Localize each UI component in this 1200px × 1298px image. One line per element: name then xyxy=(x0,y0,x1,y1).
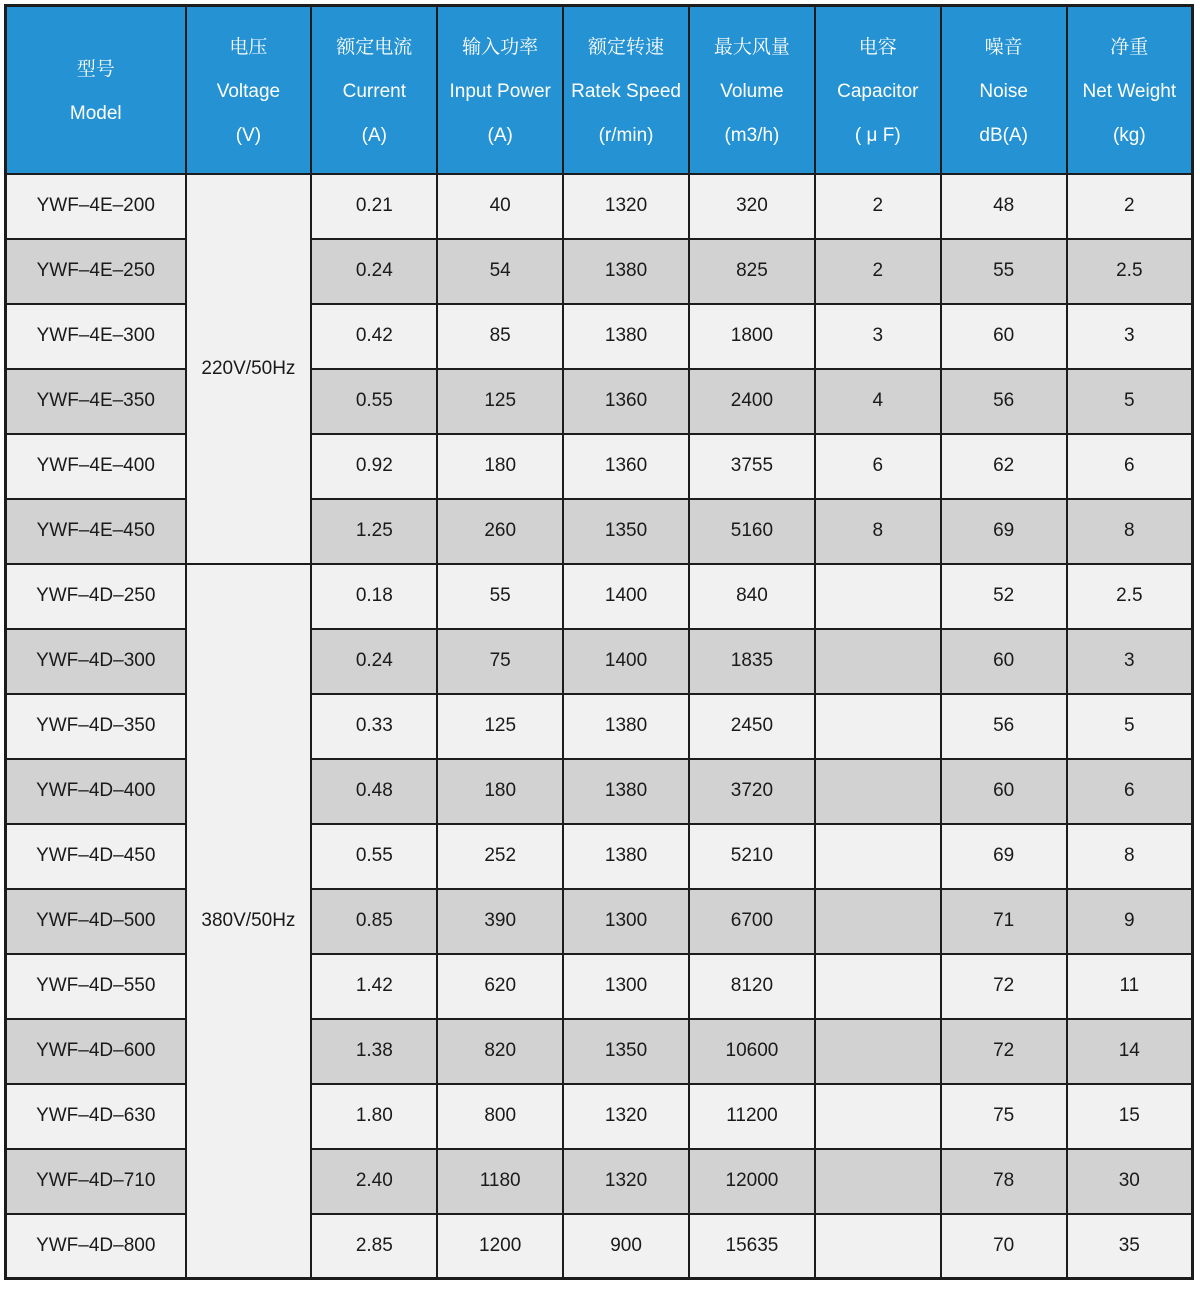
value-cell: 1360 xyxy=(563,434,689,499)
column-header-unit: (kg) xyxy=(1112,125,1146,147)
value-cell: 75 xyxy=(941,1084,1067,1149)
value-cell: 1180 xyxy=(437,1149,563,1214)
value-cell: 1380 xyxy=(563,304,689,369)
value-cell: 2.5 xyxy=(1067,564,1193,629)
table-row xyxy=(6,174,1193,239)
value-cell: 15 xyxy=(1067,1084,1193,1149)
value-cell: 60 xyxy=(941,759,1067,824)
column-header-en: Voltage xyxy=(216,81,281,103)
model-cell: YWF–4E–250 xyxy=(6,239,186,304)
column-header-noise xyxy=(941,6,1067,174)
value-cell xyxy=(815,954,941,1019)
model-cell: YWF–4E–400 xyxy=(6,434,186,499)
column-header-input-power xyxy=(437,6,563,174)
column-header-unit: (V) xyxy=(235,125,262,147)
value-cell: 320 xyxy=(689,174,815,239)
table-row xyxy=(6,564,1193,629)
column-header-en: Input Power xyxy=(449,81,551,103)
value-cell: 6700 xyxy=(689,889,815,954)
spec-table-header xyxy=(6,6,1193,174)
value-cell xyxy=(815,1149,941,1214)
value-cell: 85 xyxy=(437,304,563,369)
value-cell: 1350 xyxy=(563,499,689,564)
column-header-en: Ratek Speed xyxy=(571,81,681,103)
value-cell: 48 xyxy=(941,174,1067,239)
value-cell: 30 xyxy=(1067,1149,1193,1214)
spec-table-body xyxy=(6,174,1193,1279)
voltage-cell: 380V/50Hz xyxy=(186,564,312,1279)
table-row xyxy=(6,1084,1193,1149)
value-cell: 2450 xyxy=(689,694,815,759)
value-cell: 60 xyxy=(941,304,1067,369)
value-cell: 4 xyxy=(815,369,941,434)
value-cell: 2 xyxy=(1067,174,1193,239)
value-cell xyxy=(815,629,941,694)
value-cell: 0.42 xyxy=(311,304,437,369)
model-cell: YWF–4D–450 xyxy=(6,824,186,889)
fan-spec-table xyxy=(4,4,1194,1280)
value-cell: 1300 xyxy=(563,889,689,954)
value-cell: 0.55 xyxy=(311,824,437,889)
value-cell xyxy=(815,564,941,629)
column-header-unit: (m3/h) xyxy=(724,125,780,147)
model-cell: YWF–4D–350 xyxy=(6,694,186,759)
column-header-zh: 额定电流 xyxy=(336,37,413,59)
column-header-lines xyxy=(942,32,1066,147)
model-cell: YWF–4E–200 xyxy=(6,174,186,239)
value-cell: 55 xyxy=(941,239,1067,304)
value-cell: 2 xyxy=(815,174,941,239)
value-cell: 70 xyxy=(941,1214,1067,1279)
value-cell: 1.25 xyxy=(311,499,437,564)
model-cell: YWF–4D–400 xyxy=(6,759,186,824)
value-cell: 5160 xyxy=(689,499,815,564)
value-cell: 252 xyxy=(437,824,563,889)
value-cell: 69 xyxy=(941,824,1067,889)
value-cell: 1800 xyxy=(689,304,815,369)
table-row xyxy=(6,434,1193,499)
value-cell: 820 xyxy=(437,1019,563,1084)
model-cell: YWF–4E–300 xyxy=(6,304,186,369)
table-row xyxy=(6,889,1193,954)
model-cell: YWF–4D–800 xyxy=(6,1214,186,1279)
value-cell: 1400 xyxy=(563,629,689,694)
model-cell: YWF–4E–450 xyxy=(6,499,186,564)
column-header-en: Current xyxy=(342,81,406,103)
value-cell xyxy=(815,889,941,954)
value-cell: 3 xyxy=(815,304,941,369)
column-header-zh: 噪音 xyxy=(984,37,1023,59)
column-header-lines xyxy=(187,32,311,147)
table-row xyxy=(6,239,1193,304)
table-row xyxy=(6,1019,1193,1084)
value-cell: 11200 xyxy=(689,1084,815,1149)
model-cell: YWF–4D–550 xyxy=(6,954,186,1019)
value-cell: 1400 xyxy=(563,564,689,629)
column-header-en: Noise xyxy=(979,81,1028,103)
value-cell: 2400 xyxy=(689,369,815,434)
column-header-current xyxy=(311,6,437,174)
table-row xyxy=(6,304,1193,369)
value-cell: 1.38 xyxy=(311,1019,437,1084)
column-header-unit: (r/min) xyxy=(598,125,654,147)
column-header-lines xyxy=(690,32,814,147)
value-cell: 900 xyxy=(563,1214,689,1279)
model-cell: YWF–4D–600 xyxy=(6,1019,186,1084)
column-header-zh: 最大风量 xyxy=(713,37,790,59)
value-cell: 9 xyxy=(1067,889,1193,954)
value-cell: 1380 xyxy=(563,824,689,889)
table-row xyxy=(6,369,1193,434)
column-header-lines xyxy=(816,32,940,147)
value-cell: 8 xyxy=(1067,824,1193,889)
value-cell: 1300 xyxy=(563,954,689,1019)
value-cell: 14 xyxy=(1067,1019,1193,1084)
value-cell: 3 xyxy=(1067,629,1193,694)
value-cell: 3755 xyxy=(689,434,815,499)
value-cell: 72 xyxy=(941,1019,1067,1084)
value-cell: 1380 xyxy=(563,759,689,824)
column-header-unit: (A) xyxy=(487,125,513,147)
column-header-voltage xyxy=(186,6,312,174)
table-row xyxy=(6,824,1193,889)
table-row xyxy=(6,954,1193,1019)
value-cell xyxy=(815,1084,941,1149)
value-cell: 60 xyxy=(941,629,1067,694)
value-cell xyxy=(815,759,941,824)
value-cell: 62 xyxy=(941,434,1067,499)
value-cell: 6 xyxy=(1067,759,1193,824)
value-cell: 5210 xyxy=(689,824,815,889)
value-cell: 10600 xyxy=(689,1019,815,1084)
value-cell: 6 xyxy=(815,434,941,499)
value-cell xyxy=(815,824,941,889)
value-cell: 35 xyxy=(1067,1214,1193,1279)
value-cell: 8 xyxy=(815,499,941,564)
value-cell: 390 xyxy=(437,889,563,954)
header-row xyxy=(6,6,1193,174)
value-cell: 0.85 xyxy=(311,889,437,954)
value-cell: 55 xyxy=(437,564,563,629)
value-cell: 78 xyxy=(941,1149,1067,1214)
column-header-lines xyxy=(438,32,562,147)
value-cell: 0.48 xyxy=(311,759,437,824)
model-cell: YWF–4D–500 xyxy=(6,889,186,954)
value-cell: 3720 xyxy=(689,759,815,824)
column-header-zh: 额定转速 xyxy=(588,37,665,59)
value-cell: 1320 xyxy=(563,1149,689,1214)
column-header-unit: dB(A) xyxy=(979,125,1028,147)
column-header-en: Volume xyxy=(720,81,784,103)
model-cell: YWF–4D–630 xyxy=(6,1084,186,1149)
value-cell: 11 xyxy=(1067,954,1193,1019)
value-cell xyxy=(815,1019,941,1084)
column-header-zh: 输入功率 xyxy=(462,37,539,59)
value-cell: 1380 xyxy=(563,239,689,304)
value-cell: 1350 xyxy=(563,1019,689,1084)
value-cell: 40 xyxy=(437,174,563,239)
table-row xyxy=(6,694,1193,759)
value-cell: 1200 xyxy=(437,1214,563,1279)
value-cell: 125 xyxy=(437,694,563,759)
value-cell: 72 xyxy=(941,954,1067,1019)
model-cell: YWF–4D–300 xyxy=(6,629,186,694)
value-cell: 0.33 xyxy=(311,694,437,759)
column-header-en: Model xyxy=(69,103,122,125)
value-cell: 0.21 xyxy=(311,174,437,239)
value-cell: 2.85 xyxy=(311,1214,437,1279)
value-cell: 52 xyxy=(941,564,1067,629)
value-cell: 5 xyxy=(1067,694,1193,759)
table-row xyxy=(6,499,1193,564)
value-cell: 1320 xyxy=(563,174,689,239)
value-cell: 56 xyxy=(941,694,1067,759)
value-cell: 5 xyxy=(1067,369,1193,434)
column-header-lines xyxy=(312,32,436,147)
column-header-en: Net Weight xyxy=(1082,81,1177,103)
value-cell: 0.24 xyxy=(311,239,437,304)
value-cell: 1835 xyxy=(689,629,815,694)
column-header-unit: (A) xyxy=(361,125,387,147)
voltage-cell: 220V/50Hz xyxy=(186,174,312,564)
column-header-lines xyxy=(1068,32,1191,147)
table-row xyxy=(6,759,1193,824)
value-cell: 2.40 xyxy=(311,1149,437,1214)
value-cell: 12000 xyxy=(689,1149,815,1214)
value-cell: 180 xyxy=(437,759,563,824)
column-header-net-weight xyxy=(1067,6,1193,174)
value-cell: 0.92 xyxy=(311,434,437,499)
column-header-lines xyxy=(7,54,185,125)
value-cell: 840 xyxy=(689,564,815,629)
value-cell: 8 xyxy=(1067,499,1193,564)
value-cell: 180 xyxy=(437,434,563,499)
value-cell: 6 xyxy=(1067,434,1193,499)
value-cell: 825 xyxy=(689,239,815,304)
column-header-zh: 电压 xyxy=(229,37,268,59)
value-cell: 8120 xyxy=(689,954,815,1019)
value-cell: 69 xyxy=(941,499,1067,564)
column-header-zh: 电容 xyxy=(858,37,897,59)
column-header-volume xyxy=(689,6,815,174)
column-header-capacitor xyxy=(815,6,941,174)
value-cell: 1360 xyxy=(563,369,689,434)
model-cell: YWF–4D–250 xyxy=(6,564,186,629)
table-row xyxy=(6,1214,1193,1279)
value-cell: 620 xyxy=(437,954,563,1019)
column-header-zh: 型号 xyxy=(76,59,115,81)
value-cell xyxy=(815,694,941,759)
value-cell: 800 xyxy=(437,1084,563,1149)
model-cell: YWF–4D–710 xyxy=(6,1149,186,1214)
column-header-model xyxy=(6,6,186,174)
value-cell: 54 xyxy=(437,239,563,304)
column-header-unit: ( μ F) xyxy=(854,125,901,147)
value-cell: 1.42 xyxy=(311,954,437,1019)
value-cell: 125 xyxy=(437,369,563,434)
value-cell xyxy=(815,1214,941,1279)
model-cell: YWF–4E–350 xyxy=(6,369,186,434)
column-header-zh: 净重 xyxy=(1110,37,1149,59)
column-header-lines xyxy=(564,32,688,147)
value-cell: 1320 xyxy=(563,1084,689,1149)
table-row xyxy=(6,629,1193,694)
column-header-ratek-speed xyxy=(563,6,689,174)
value-cell: 1.80 xyxy=(311,1084,437,1149)
value-cell: 2.5 xyxy=(1067,239,1193,304)
value-cell: 0.24 xyxy=(311,629,437,694)
value-cell: 0.55 xyxy=(311,369,437,434)
table-row xyxy=(6,1149,1193,1214)
value-cell: 71 xyxy=(941,889,1067,954)
value-cell: 3 xyxy=(1067,304,1193,369)
value-cell: 2 xyxy=(815,239,941,304)
column-header-en: Capacitor xyxy=(837,81,919,103)
value-cell: 15635 xyxy=(689,1214,815,1279)
value-cell: 0.18 xyxy=(311,564,437,629)
value-cell: 56 xyxy=(941,369,1067,434)
value-cell: 1380 xyxy=(563,694,689,759)
value-cell: 75 xyxy=(437,629,563,694)
value-cell: 260 xyxy=(437,499,563,564)
